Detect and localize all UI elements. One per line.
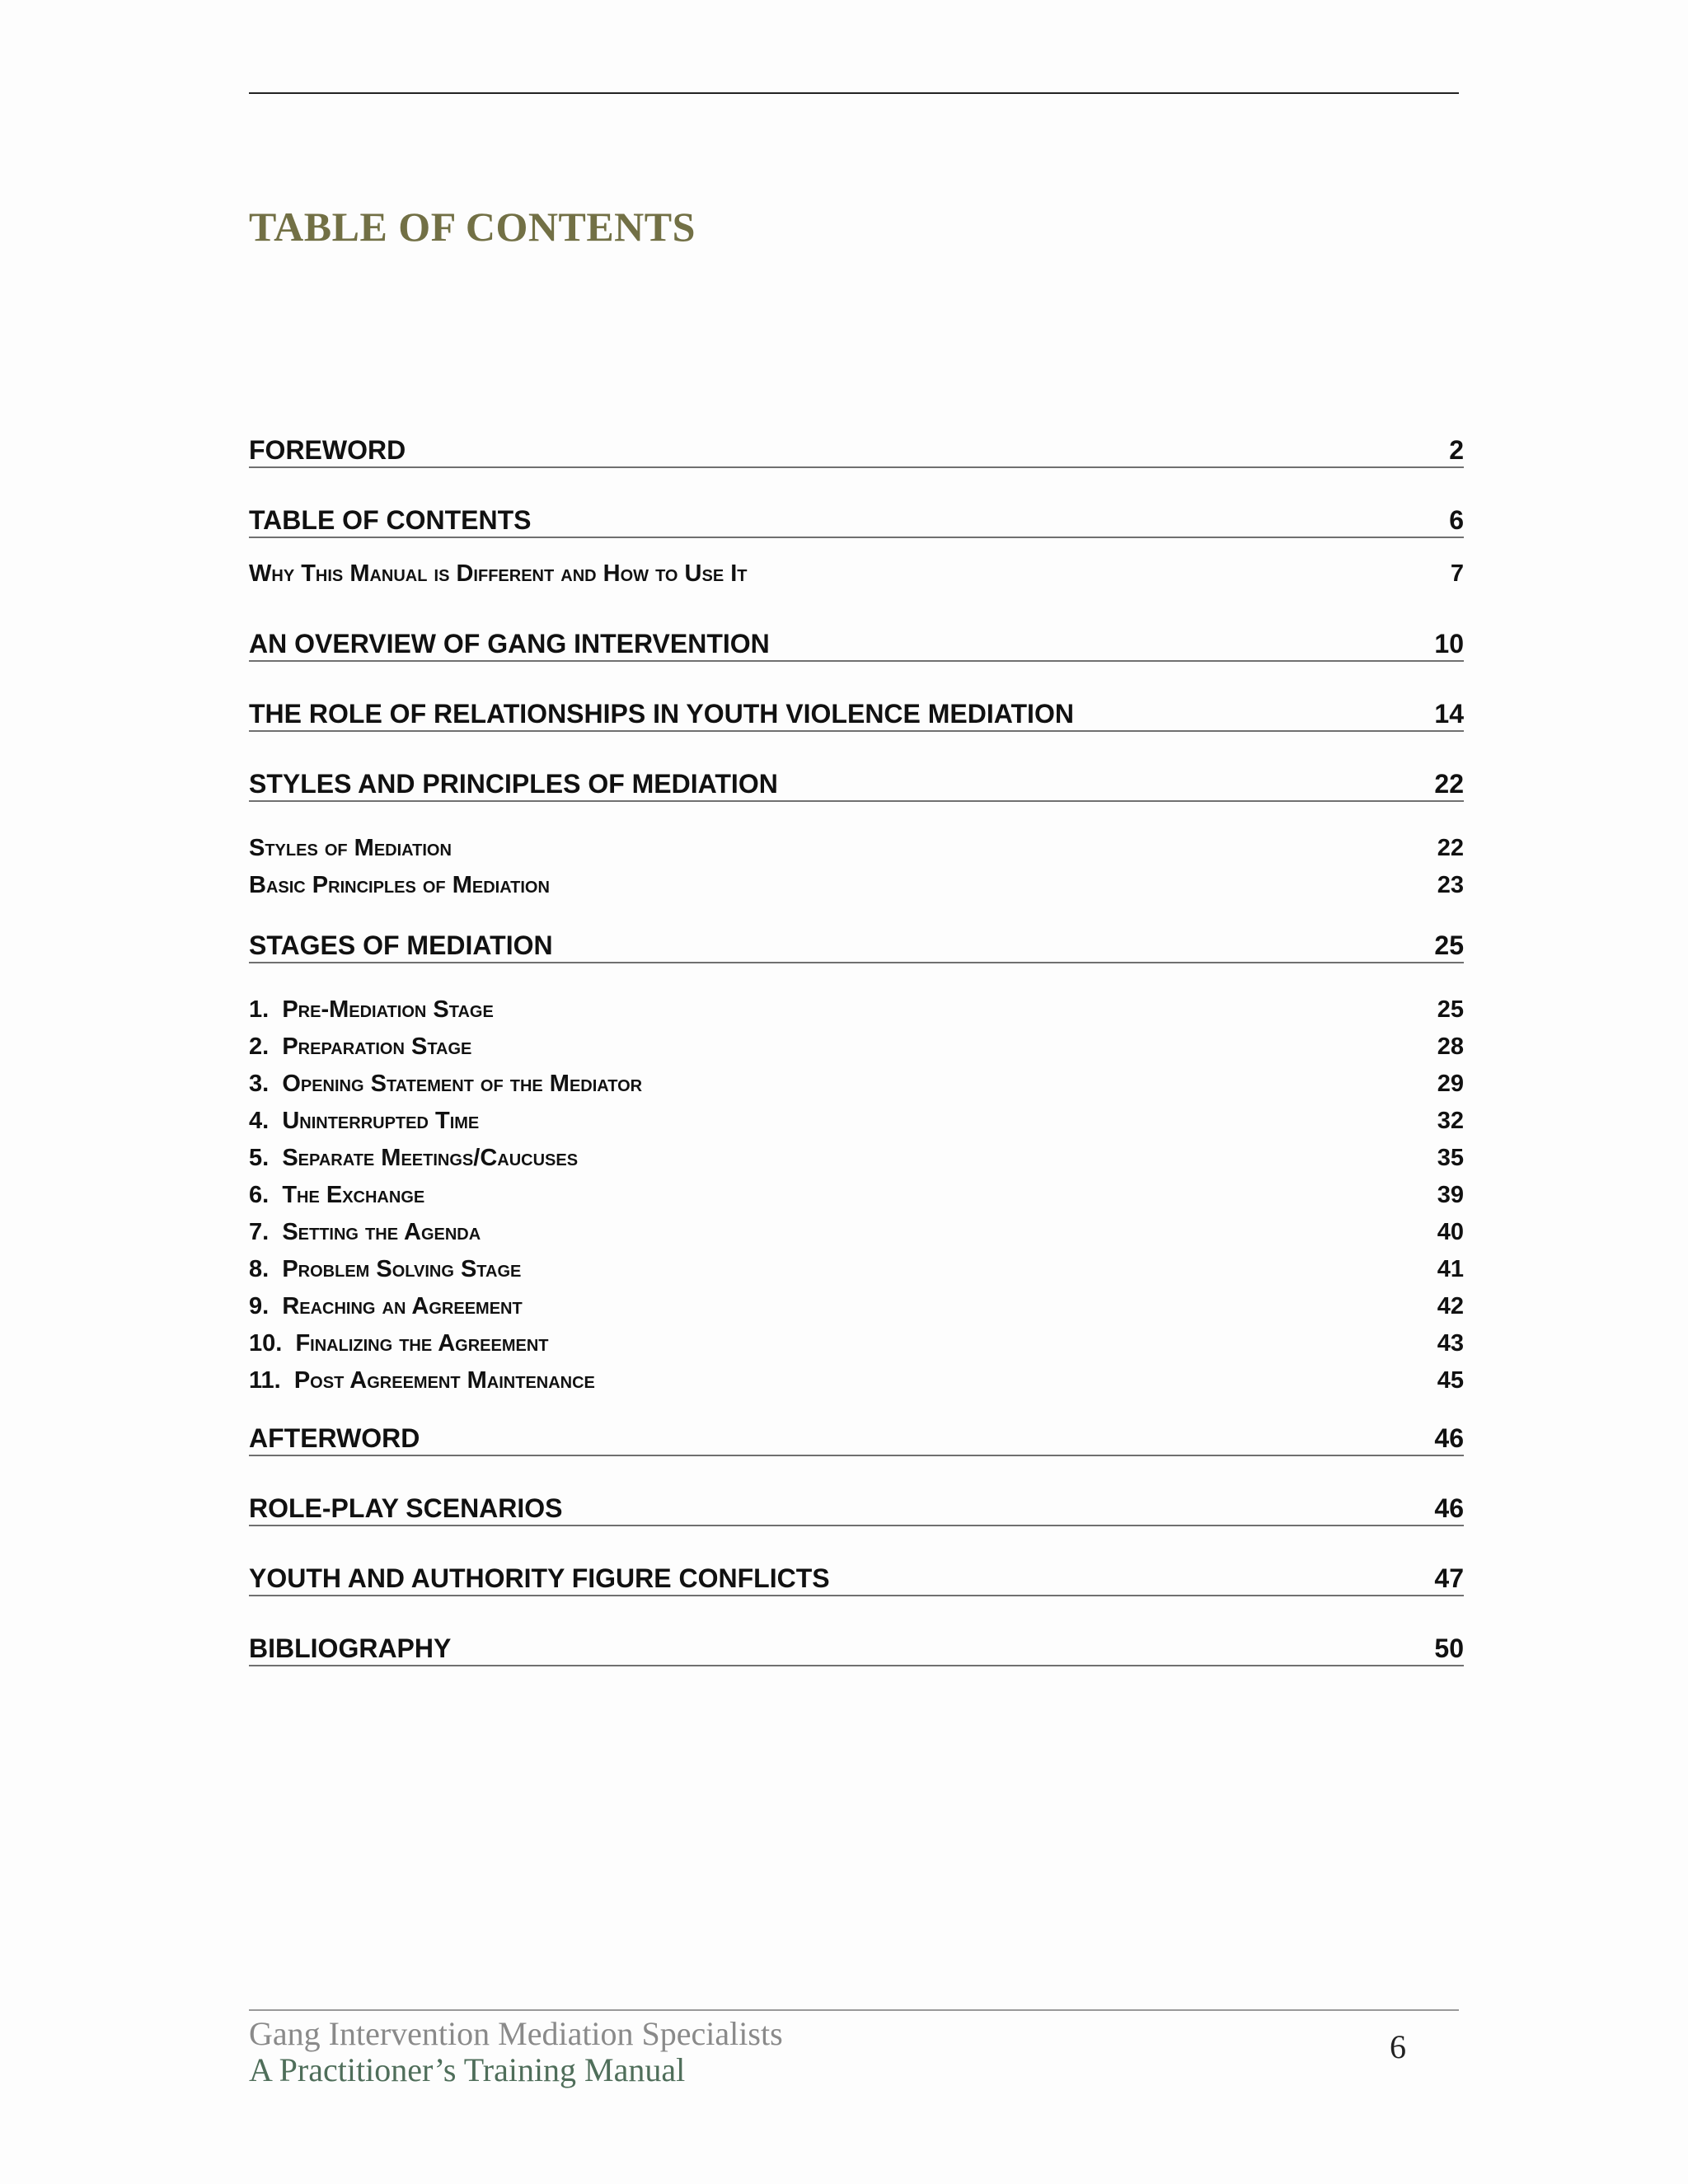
toc-subentry[interactable]	[249, 557, 1464, 590]
toc-subentry[interactable]	[249, 1253, 1464, 1286]
toc-entry-page: 32	[1437, 1108, 1464, 1134]
toc-entry[interactable]	[249, 1632, 1464, 1666]
toc-entry[interactable]	[249, 1492, 1464, 1526]
toc-entry-label	[249, 929, 553, 962]
toc-entry-page: 46	[1434, 1493, 1464, 1523]
toc-entry-text: THE ROLE OF RELATIONSHIPS IN YOUTH VIOLENCE MEDIATION	[249, 699, 1074, 729]
toc-entry-text: Basic Principles of Mediation	[249, 872, 550, 898]
footer-subtitle: A Practitioner’s Training Manual	[249, 2051, 686, 2088]
toc-entry-label	[249, 767, 778, 800]
toc-entry-page: 47	[1434, 1563, 1464, 1593]
toc-entry[interactable]	[249, 929, 1464, 963]
toc-subentry[interactable]	[249, 832, 1464, 865]
toc-entry-label	[249, 504, 532, 537]
toc-entry-number: 7.	[249, 1219, 270, 1245]
toc-entry-label	[249, 1253, 521, 1286]
toc-entry-text: Post Agreement Maintenance	[293, 1367, 595, 1394]
footer-page-number: 6	[1390, 2028, 1406, 2065]
toc-entry-text: Uninterrupted Time	[282, 1108, 480, 1134]
toc-subentry[interactable]	[249, 869, 1464, 902]
toc-entry-page: 22	[1437, 835, 1464, 861]
toc-entry-text: Problem Solving Stage	[282, 1256, 522, 1282]
toc-entry-page: 28	[1437, 1033, 1464, 1060]
toc-entry-text: Preparation Stage	[282, 1033, 472, 1060]
toc-entry-label	[249, 1492, 563, 1525]
toc-entry-label	[249, 1030, 471, 1063]
toc-entry-number: 11.	[249, 1367, 281, 1394]
toc-entry-text: FOREWORD	[249, 435, 406, 465]
toc-entry-label	[249, 1632, 451, 1665]
toc-entry-label	[249, 1067, 642, 1100]
toc-entry-page: 25	[1437, 996, 1464, 1023]
toc-entry-label	[249, 1327, 548, 1360]
toc-entry-page: 41	[1437, 1256, 1464, 1282]
toc-subentry[interactable]	[249, 1141, 1464, 1174]
toc-entry-number: 5.	[249, 1145, 270, 1171]
toc-entry-text: The Exchange	[282, 1182, 425, 1208]
toc-entry-page: 39	[1437, 1182, 1464, 1208]
footer-rule	[249, 2009, 1459, 2011]
toc-subentry[interactable]	[249, 993, 1464, 1026]
toc-subentry[interactable]	[249, 1104, 1464, 1137]
toc-entry-text: Pre-Mediation Stage	[282, 996, 494, 1023]
toc-entry-number: 9.	[249, 1293, 270, 1319]
toc-entry[interactable]	[249, 1422, 1464, 1456]
toc-entry[interactable]	[249, 1562, 1464, 1596]
toc-entry-page: 45	[1437, 1367, 1464, 1394]
toc-entry-label	[249, 993, 494, 1026]
toc-entry[interactable]	[249, 434, 1464, 468]
toc-entry-label	[249, 1104, 479, 1137]
toc-entry-page: 50	[1434, 1633, 1464, 1663]
toc-entry-label	[249, 1179, 424, 1212]
toc-entry-label	[249, 1562, 830, 1595]
toc-entry-text: Why This Manual is Different and How to Use It	[249, 560, 748, 587]
toc-entry-number: 4.	[249, 1108, 270, 1134]
toc-subentry[interactable]	[249, 1216, 1464, 1249]
toc-entry-page: 43	[1437, 1330, 1464, 1357]
toc-entry-text: TABLE OF CONTENTS	[249, 505, 532, 535]
toc-entry-text: Finalizing the Agreement	[295, 1330, 549, 1357]
toc-entry-page: 10	[1434, 629, 1464, 658]
toc-entry-text: AN OVERVIEW OF GANG INTERVENTION	[249, 629, 770, 658]
header-rule	[249, 92, 1459, 94]
toc-subentry[interactable]	[249, 1179, 1464, 1212]
toc-subentry[interactable]	[249, 1030, 1464, 1063]
toc-entry-page: 22	[1434, 769, 1464, 799]
toc-entry-text: YOUTH AND AUTHORITY FIGURE CONFLICTS	[249, 1563, 830, 1593]
toc-entry-label	[249, 1290, 523, 1323]
toc-entry-label	[249, 1364, 595, 1397]
toc-entry-number: 3.	[249, 1071, 270, 1097]
toc-entry-number: 6.	[249, 1182, 270, 1208]
toc-entry[interactable]	[249, 697, 1464, 732]
toc-entry-label	[249, 1422, 420, 1455]
toc-entry-page: 25	[1434, 930, 1464, 960]
toc-subentry[interactable]	[249, 1327, 1464, 1360]
toc-entry-page: 2	[1449, 435, 1464, 465]
toc-entry-text: Opening Statement of the Mediator	[282, 1071, 643, 1097]
toc-entry-label	[249, 697, 1074, 730]
toc-entry-text: Reaching an Agreement	[282, 1293, 523, 1319]
toc-entry-text: Styles of Mediation	[249, 835, 452, 861]
toc-entry-text: Separate Meetings/Caucuses	[282, 1145, 579, 1171]
toc-entry-text: STAGES OF MEDIATION	[249, 930, 553, 960]
page-title: TABLE OF CONTENTS	[249, 204, 696, 250]
toc-entry[interactable]	[249, 767, 1464, 802]
toc-entry-page: 23	[1437, 872, 1464, 898]
toc-entry-page: 14	[1434, 699, 1464, 729]
toc-entry-page: 40	[1437, 1219, 1464, 1245]
footer-organization: Gang Intervention Mediation Specialists	[249, 2015, 783, 2052]
toc-entry-page: 35	[1437, 1145, 1464, 1171]
toc-entry-label	[249, 557, 748, 590]
toc-entry-label	[249, 627, 770, 660]
toc-entry[interactable]	[249, 504, 1464, 538]
toc-entry-page: 7	[1450, 560, 1464, 587]
toc-subentry[interactable]	[249, 1364, 1464, 1397]
toc-entry-number: 2.	[249, 1033, 270, 1060]
toc-entry-label	[249, 832, 452, 865]
toc-entry-label	[249, 434, 406, 466]
toc-entry-page: 6	[1449, 505, 1464, 535]
toc-entry-number: 1.	[249, 996, 270, 1023]
toc-entry-label	[249, 1141, 578, 1174]
toc-entry-text: Setting the Agenda	[282, 1219, 481, 1245]
toc-entry[interactable]	[249, 627, 1464, 662]
toc-entry-text: AFTERWORD	[249, 1423, 420, 1453]
toc-entry-number: 8.	[249, 1256, 270, 1282]
toc-entry-label	[249, 869, 550, 902]
toc-entry-label	[249, 1216, 481, 1249]
toc-entry-text: STYLES AND PRINCIPLES OF MEDIATION	[249, 769, 778, 799]
toc-entry-page: 42	[1437, 1293, 1464, 1319]
toc-entry-page: 29	[1437, 1071, 1464, 1097]
toc-entry-text: ROLE-PLAY SCENARIOS	[249, 1493, 563, 1523]
toc-subentry[interactable]	[249, 1067, 1464, 1100]
toc-entry-text: BIBLIOGRAPHY	[249, 1633, 452, 1663]
toc-entry-number: 10.	[249, 1330, 283, 1357]
toc-subentry[interactable]	[249, 1290, 1464, 1323]
toc-entry-page: 46	[1434, 1423, 1464, 1453]
